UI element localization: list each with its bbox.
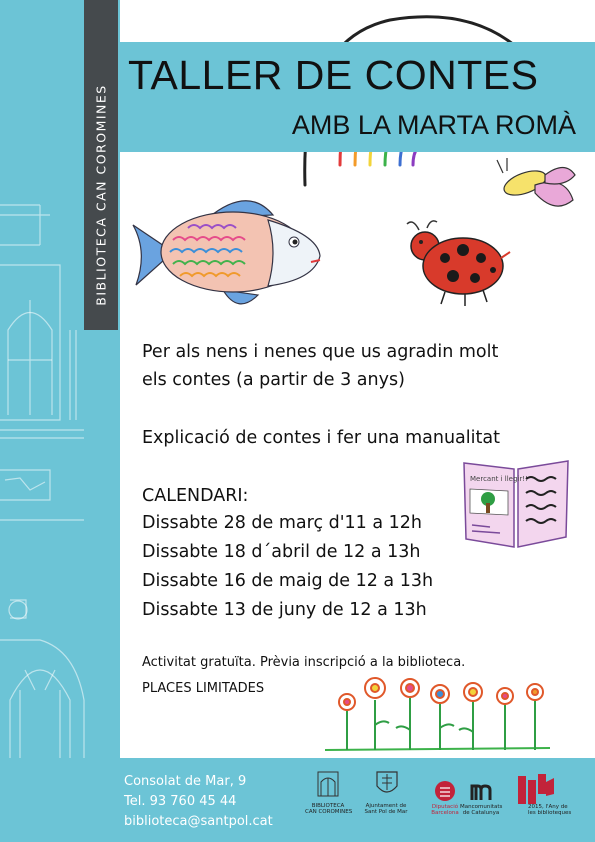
town-hall-logo-icon: [374, 768, 400, 798]
library-logo-caption: BIBLIOTECA CAN COROMINES: [305, 803, 353, 815]
mancomunitat-logo-icon: [470, 782, 492, 802]
audience-line-2: els contes (a partir de 3 anys): [142, 370, 405, 390]
library-logo-icon: [316, 768, 340, 798]
town-hall-logo-caption: Ajuntament de Sant Pol de Mar: [364, 803, 408, 815]
fish-drawing: [128, 190, 328, 315]
ladybug-drawing: [405, 218, 515, 308]
butterfly-drawing: [495, 155, 580, 225]
footer-phone: Tel. 93 760 45 44: [124, 794, 237, 809]
page-title: TALLER DE CONTES: [128, 52, 539, 98]
library-name-vertical: [94, 84, 109, 305]
any-biblioteques-logo-icon: [516, 772, 556, 806]
mancomunitat-logo-caption: Mancomunitats de Catalunya: [460, 804, 503, 816]
calendar-date: Dissabte 13 de juny de 12 a 13h: [142, 600, 427, 620]
open-book-drawing: [460, 455, 572, 550]
registration-note: Activitat gratuïta. Prèvia inscripció a la biblioteca.: [142, 655, 466, 670]
audience-line-1: Per als nens i nenes que us agradin molt: [142, 342, 499, 362]
calendar-title: CALENDARI:: [142, 486, 249, 506]
diputacio-logo-icon: [434, 780, 456, 802]
flowers-drawing: [325, 670, 550, 755]
page-subtitle: AMB LA MARTA ROMÀ: [291, 110, 576, 140]
calendar-date: Dissabte 16 de maig de 12 a 13h: [142, 571, 434, 591]
library-name-bold: BIBLIOTECA: [93, 216, 109, 306]
limited-places-note: PLACES LIMITADES: [142, 681, 265, 696]
calendar-date: Dissabte 28 de març d'11 a 12h: [142, 513, 423, 533]
any-biblioteques-logo-caption: 2015, l'Any de les biblioteques: [528, 804, 572, 816]
diputacio-logo-caption: Diputació Barcelona: [431, 804, 459, 816]
calendar-date: Dissabte 18 d´abril de 12 a 13h: [142, 542, 421, 562]
activity-description: Explicació de contes i fer una manualitat: [142, 428, 500, 448]
book-drawing-text: Mercant i llegir!!: [470, 475, 528, 483]
footer: [0, 758, 595, 842]
library-name-light: CAN COROMINES: [93, 84, 109, 212]
footer-email[interactable]: biblioteca@santpol.cat: [124, 814, 273, 829]
footer-address: Consolat de Mar, 9: [124, 774, 247, 789]
